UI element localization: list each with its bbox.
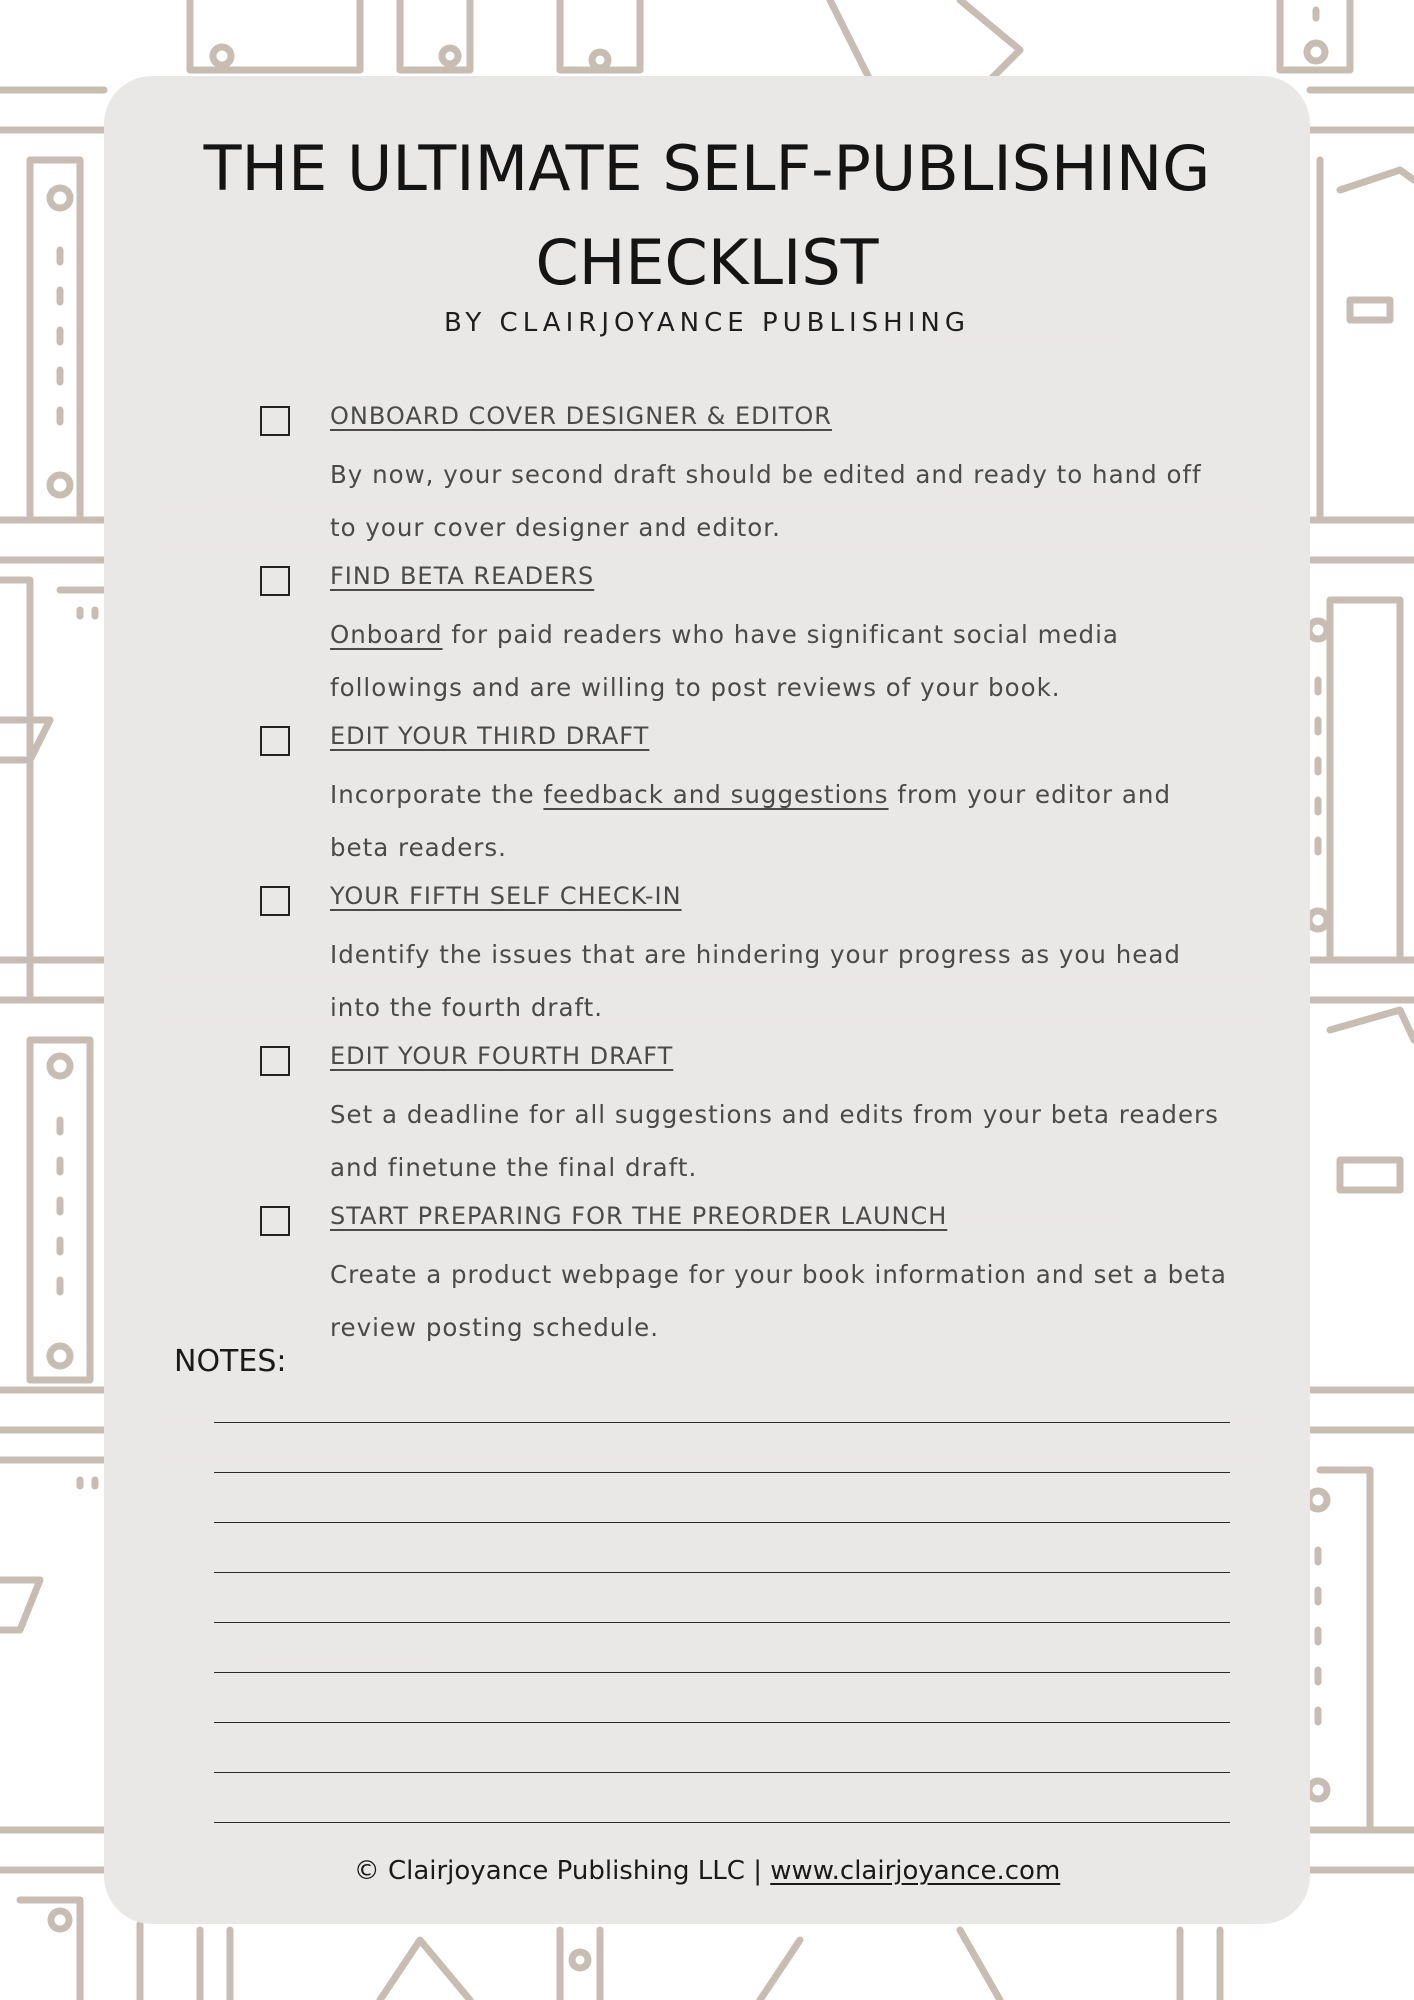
description-text: for paid readers who have significant social media followings and are willing to post reviews of your book. [330, 620, 1119, 702]
note-line[interactable] [214, 1722, 1230, 1723]
checklist-item-title: YOUR FIFTH SELF CHECK-IN [330, 882, 682, 910]
checklist-item-title: EDIT YOUR FOURTH DRAFT [330, 1042, 674, 1070]
checkbox[interactable] [260, 406, 290, 436]
checklist-item-title: FIND BETA READERS [330, 562, 595, 590]
checkbox[interactable] [260, 1206, 290, 1236]
note-line[interactable] [214, 1522, 1230, 1523]
note-line[interactable] [214, 1672, 1230, 1673]
checklist-item-description: By now, your second draft should be edited and ready to hand off to your cover designer and editor. [330, 460, 1202, 542]
checklist-item-title: EDIT YOUR THIRD DRAFT [330, 722, 650, 750]
checklist-item-description [330, 768, 1230, 874]
checklist-item-description [330, 608, 1230, 714]
checklist-item-title: START PREPARING FOR THE PREORDER LAUNCH [330, 1202, 948, 1230]
footer [140, 1856, 1274, 1886]
note-line[interactable] [214, 1772, 1230, 1773]
onboard-link[interactable]: Onboard [330, 620, 443, 649]
description-text: from your editor and beta readers. [330, 780, 1171, 862]
page-subtitle: BY CLAIRJOYANCE PUBLISHING [444, 308, 970, 338]
checkbox[interactable] [260, 726, 290, 756]
checkbox[interactable] [260, 566, 290, 596]
note-line[interactable] [214, 1422, 1230, 1423]
checklist-item-description: Create a product webpage for your book information and set a beta review posting schedule. [330, 1260, 1227, 1342]
feedback-link[interactable]: feedback and suggestions [543, 780, 889, 809]
page-title: THE ULTIMATE SELF-PUBLISHING CHECKLIST [203, 132, 1211, 299]
checkbox[interactable] [260, 1046, 290, 1076]
checklist-item-title: ONBOARD COVER DESIGNER & EDITOR [330, 402, 832, 430]
note-line[interactable] [214, 1622, 1230, 1623]
note-line[interactable] [214, 1472, 1230, 1473]
checkbox[interactable] [260, 886, 290, 916]
checklist-item-description: Identify the issues that are hindering your progress as you head into the fourth draft. [330, 940, 1181, 1022]
checklist-item-description: Set a deadline for all suggestions and edits from your beta readers and finetune the final draft. [330, 1100, 1219, 1182]
description-text: Incorporate the [330, 780, 544, 809]
notes-label: NOTES: [174, 1344, 287, 1379]
website-link[interactable]: www.clairjoyance.com [770, 1856, 1061, 1886]
copyright-text: © Clairjoyance Publishing LLC | [353, 1856, 771, 1886]
note-line[interactable] [214, 1572, 1230, 1573]
note-line[interactable] [214, 1822, 1230, 1823]
